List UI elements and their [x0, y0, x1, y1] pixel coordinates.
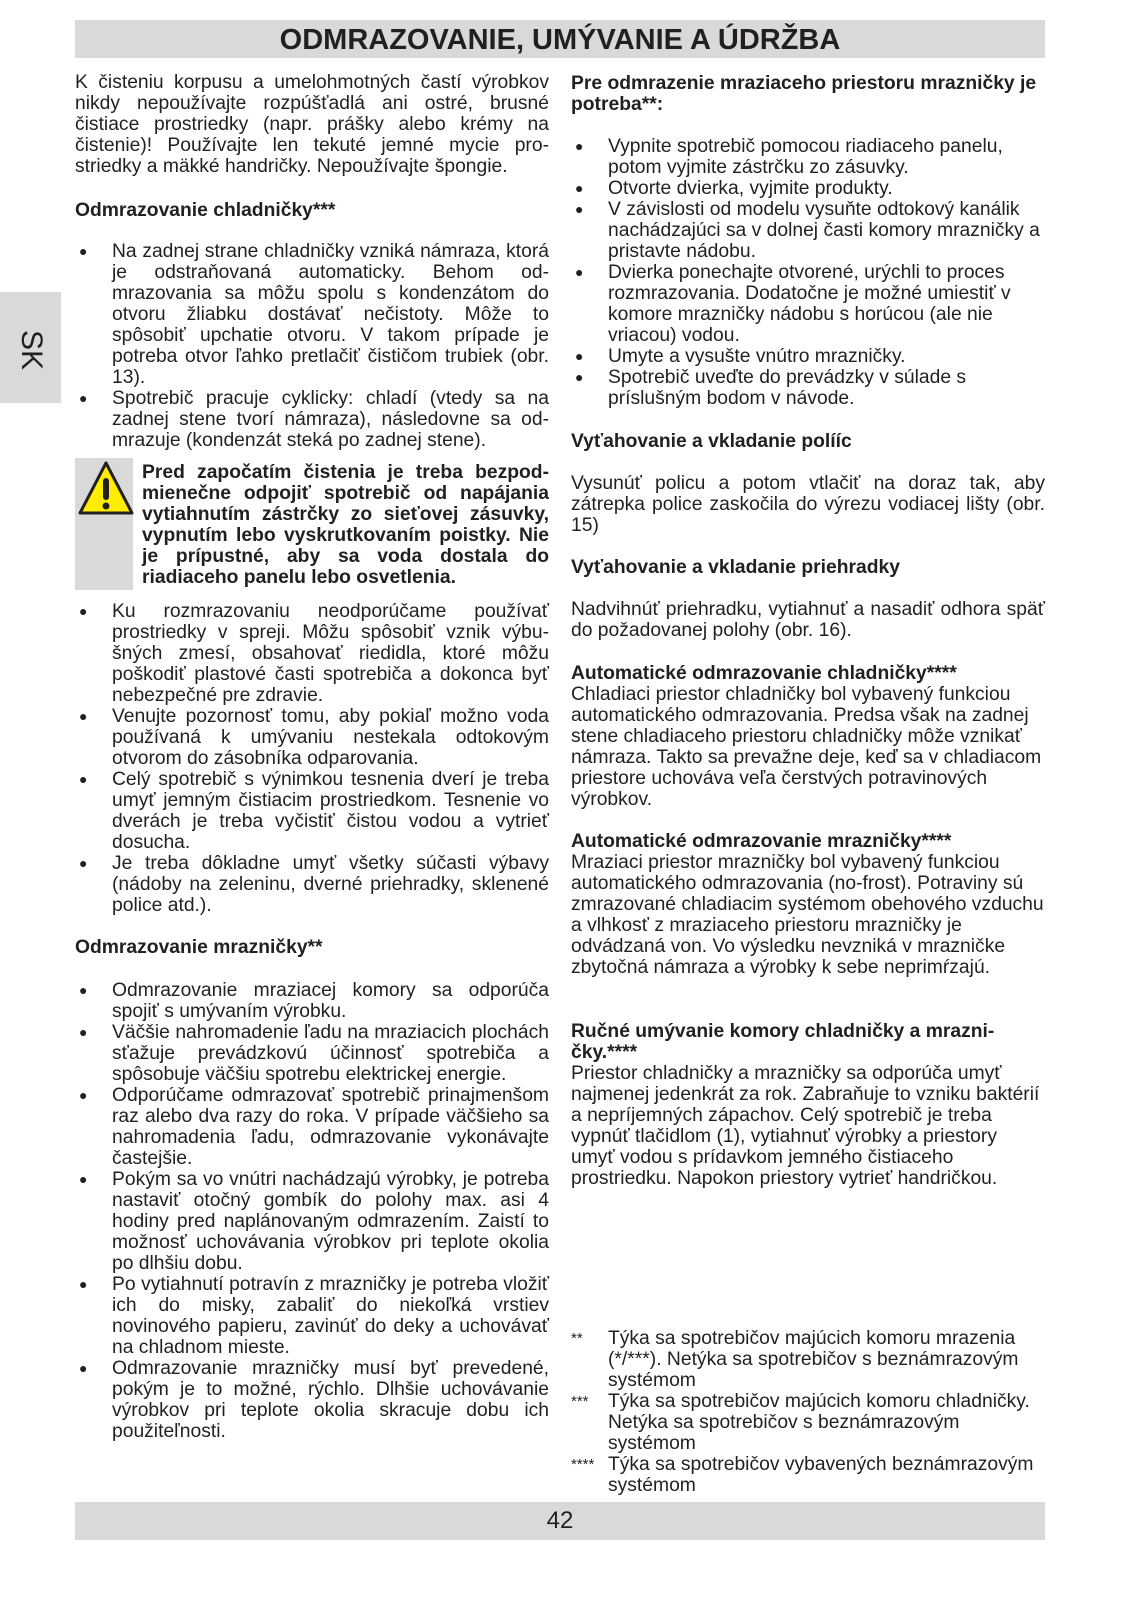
auto-freezer-text: Mraziaci priestor mrazničky bol vybavený funkciou automatického odmrazovania (no-frost). Potraviny sú zmrazované chladiacim systémom obehového vzduchu a vlhkosť z mraziaceho priestoru mrazničky je odvádzaná von. Vo výsledku nevzniká v mrazničke zbytočná námraza a výrobky k sebe neprimŕzajú. — [571, 852, 1044, 978]
list-item: ● Celý spotrebič s výnimkou tesnenia dverí je treba umyť jemným čistiacim prostriedkom. Tesnenie vo dverách je treba vyčistiť čistou vodou a vytrieť dosucha. — [75, 769, 549, 853]
footnote-text: Týka sa spotrebičov majúcich komoru chladničky. Netýka sa spotrebičov s beznámrazovým systémom — [608, 1391, 1030, 1454]
list-item: ● Odmrazovanie mraziacej komory sa odporúča spojiť s umývaním výrobku. — [75, 980, 549, 1022]
footnote — [571, 1328, 1045, 1391]
footnote — [571, 1454, 1045, 1496]
list-item: ● Väčšie nahromadenie ľadu na mraziacich plochách sťažuje prevádzkovú účinnosť spotrebiča a spôsobuje väčšiu spotrebu elektrickej energie. — [75, 1022, 549, 1085]
list-item: ● Je treba dôkladne umyť všetky súčasti výbavy (nádoby na zeleninu, dverné priehradky, sklenené police atd.). — [75, 853, 549, 916]
footnote-mark: **** — [571, 1456, 595, 1473]
footnote-mark: *** — [571, 1393, 589, 1410]
footnote-text: Týka sa spotrebičov majúcich komoru mrazenia (*/***). Netýka sa spotrebičov s beznámrazovým systémom — [608, 1328, 1019, 1391]
shelves-text: Vysunúť policu a potom vtlačiť na doraz tak, aby zátrepka police zaskočila do výrezu vodiacej lišty (obr. 15) — [571, 473, 1045, 536]
list-item: ● Venujte pozornosť tomu, aby pokiaľ možno voda používaná k umývaniu nestekala odtokovým otvorom do zásobníka odparovania. — [75, 706, 549, 769]
list-item: ● Pokým sa vo vnútri nachádzajú výrobky, je potreba nastaviť otočný gombík do polohy max. asi 4 hodiny pred naplánovaným odmrazením. Zaistí to možnosť uchovávania výrobkov pri teplote okolia po dlhšiu dobu. — [75, 1169, 549, 1274]
list-item: ● Po vytiahnutí potravín z mrazničky je potreba vložiť ich do misky, zabaliť do niekoľká vrstiev novinového papieru, zavinúť do deky a uchovávať na chladnom mieste. — [75, 1274, 549, 1358]
list-item: ● Vypnite spotrebič pomocou riadiaceho panelu, potom vyjmite zástrčku zo zásuvky. — [571, 136, 1045, 178]
footnote-text: Týka sa spotrebičov vybavených beznámrazovým systémom — [608, 1454, 1034, 1496]
footnote — [571, 1391, 1045, 1454]
heading-auto-fridge: Automatické odmrazovanie chladničky**** — [571, 663, 957, 684]
intro-text: K čisteniu korpusu a umelohmotných častí výrobkov nikdy nepoužívajte rozpúšťadlá ani ostré, brusné čistiace prostriedky (napr. prášky alebo krémy na čistenie)! Používajte len tekuté jemné mycie prostriedky a mäkké handričky. Nepoužívajte špongie. — [75, 72, 549, 177]
warning-icon — [77, 460, 135, 520]
heading-manual-wash: Ručné umývanie komory chladničky a mrazničky.**** — [571, 1021, 995, 1063]
list-item: ● Odporúčame odmrazovať spotrebič prinajmenšom raz alebo dva razy do roka. V prípade väčšieho sa nahromadenia ľadu, odmrazovanie vykonávajte častejšie. — [75, 1085, 549, 1169]
list-item: ● V závislosti od modelu vysuňte odtokový kanálik nachádzajúci sa v dolnej časti komory mrazničky a pristavte nádobu. — [571, 199, 1045, 262]
list-item: ● Otvorte dvierka, vyjmite produkty. — [571, 178, 1045, 199]
list-item: ● Ku rozmrazovaniu neodporúčame používať prostriedky v spreji. Môžu spôsobiť vznik výbušných zmesí, obsahovať riedidla, ktoré môžu poškodiť plastové časti spotrebiča a dokonca byť nebezpečné pre zdravie. — [75, 601, 549, 706]
compartment-text: Nadvihnúť priehradku, vytiahnuť a nasadiť odhora späť do požadovanej polohy (obr. 16). — [571, 599, 1045, 641]
footnote-mark: ** — [571, 1330, 583, 1347]
freezer-defrost-list — [75, 980, 549, 1442]
auto-fridge-text: Chladiaci priestor chladničky bol vybavený funkciou automatického odmrazovania. Predsa však na zadnej stene chladiaceho priestoru chladničky môže vznikať námraza. Takto sa prevažne deje, keď sa v chladiacom priestore uchováva veľa čerstvých potravinových výrobkov. — [571, 684, 1042, 810]
list-item: ● Dvierka ponechajte otvorené, urýchli to proces rozmrazovania. Dodatočne je možné umiestiť v komore mrazničky nádobu s horúcou (ale nie vriacou) vodou. — [571, 262, 1045, 346]
list-item: ● Spotrebič pracuje cyklicky: chladí (vtedy sa na zadnej stene tvorí námraza), následovne sa odmrazuje (kondenzát steká po zadnej stene). — [75, 388, 549, 451]
heading-shelves: Vyťahovanie a vkladanie polííc — [571, 431, 852, 452]
defrost-steps-list — [571, 136, 1045, 409]
heading-compartment: Vyťahovanie a vkladanie priehradky — [571, 557, 900, 578]
list-item: ● Odmrazovanie mrazničky musí byť prevedené, pokým je to možné, rýchlo. Dlhšie uchovávanie výrobkov pri teplote okolia skracuje dobu ich použiteľnosti. — [75, 1358, 549, 1442]
heading-auto-freezer: Automatické odmrazovanie mrazničky**** — [571, 831, 952, 852]
language-label: SK — [15, 330, 48, 371]
manual-wash-text: Priestor chladničky a mrazničky sa odporúča umyť najmenej jedenkrát za rok. Zabraňuje to vzniku baktérií a nepríjemných zápachov. Celý spotrebič je treba vypnúť tlačidlom (1), vytiahnuť výrobky a priestory umyť vodou s prídavkom jemného čistiaceho prostriedku. Napokon priestory vytrieť handričkou. — [571, 1063, 1040, 1189]
intro-paragraph — [75, 72, 549, 177]
language-tab — [0, 292, 61, 403]
cleaning-list — [75, 601, 549, 916]
heading-freezer-defrost: Odmrazovanie mrazničky** — [75, 937, 323, 958]
list-item: ● Spotrebič uveďte do prevádzky v súlade s príslušným bodom v návode. — [571, 367, 1045, 409]
warning-text: Pred započatím čistenia je treba bezpodmienečne odpojiť spotrebič od napájania vytiahnutím zástrčky zo sieťovej zásuvky, vypnutím lebo vyskrutkovaním poistky. Nie je prípustné, aby sa voda dostala do riadiaceho panelu lebo osvetlenia. — [142, 462, 549, 588]
list-item: ● Na zadnej strane chladničky vzniká námraza, ktorá je odstraňovaná automaticky. Behom odmrazovania sa môžu spolu s kondenzátom do otvoru žliabku dostávať nečistoty. Môže to spôsobiť upchatie otvoru. V takom prípade je potreba otvor ľahko pretlačiť čističom trubiek (obr. 13). — [75, 241, 549, 388]
heading-defrost-needs: Pre odmrazenie mraziaceho priestoru mrazničky je potreba**: — [571, 73, 1037, 115]
page-number: 42 — [546, 1507, 574, 1534]
heading-fridge-defrost: Odmrazovanie chladničky*** — [75, 200, 336, 221]
page-title: ODMRAZOVANIE, UMÝVANIE A ÚDRŽBA — [75, 20, 1045, 58]
fridge-defrost-list — [75, 241, 549, 451]
list-item: ● Umyte a vysušte vnútro mrazničky. — [571, 346, 1045, 367]
warning-box — [75, 458, 549, 590]
page-footer — [75, 1502, 1045, 1540]
